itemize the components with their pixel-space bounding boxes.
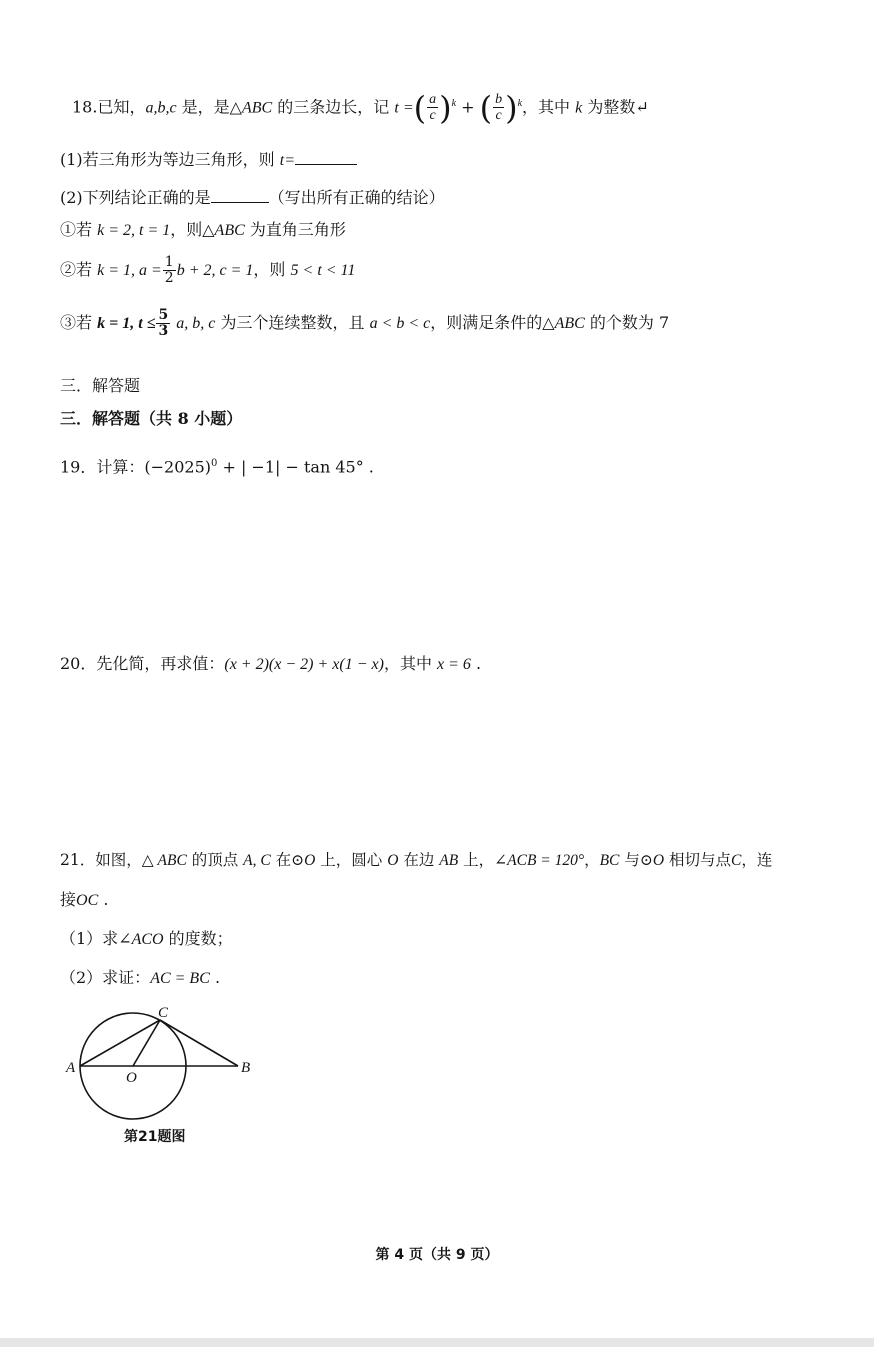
answer-blank-2 [211,188,269,203]
section-heading-bold: 三．解答题（共 8 小题） [60,409,243,428]
figure-caption: 第21题图 [124,1129,186,1145]
segment-ac [80,1020,160,1066]
q18-option3: ③若 k = 1, t ≤ $\frac{5}{3}$ a, b, c 为三个连续整数，且 a < b < c，则满足条件的△ABC 的个数为 7 [60,307,670,339]
q21-line2: 接OC . [60,890,109,909]
answer-blank-1 [295,150,357,165]
section-heading: 三．解答题 [60,376,141,395]
q18-option2: ②若 k = 1, a = $\frac{1}{2}$ b + 2, c = 1，则 5 < t < 11 [60,254,356,286]
segment-cb [160,1020,238,1066]
page-footer: 第 4 页（共 9 页） [375,1247,499,1263]
q18-stem: 18.已知，a,b,c 是，是△ABC 的三条边长，记 t =( $\frac{a}{c}$ )$^k$ + ( $\frac{b}{c}$ )$^k$，其中 k 为整数↵ [72,88,649,127]
q19: 19．计算：$(-2025)^0$ + | −1| − tan 45° . [60,457,374,477]
q18-part2: (2)下列结论正确的是 （写出所有正确的结论） [60,188,445,207]
a-over-c: $\frac{a}{c}$ [429,92,437,124]
q21-part1: （1）求∠ACO 的度数； [60,929,233,948]
point-label-b: B [241,1060,251,1076]
one-half: $\frac{1}{2}$ [164,254,174,286]
q20: 20．先化简，再求值：(x + 2)(x − 2) + x(1 − x)，其中 x = 6 . [60,654,482,673]
page-bottom-edge [0,1338,874,1347]
q18-part1: (1)若三角形为等边三角形，则 t= [60,150,357,171]
geometry-figure [60,1000,260,1125]
point-label-c: C [158,1005,169,1021]
b-over-c: $\frac{b}{c}$ [495,92,503,124]
point-label-o: O [126,1070,137,1086]
q21-part2: （2）求证：AC = BC . [60,968,221,987]
q18-option1: ①若 k = 2, t = 1，则△ABC 为直角三角形 [60,220,346,239]
point-label-a: A [66,1060,76,1076]
five-thirds: $\frac{5}{3}$ [158,307,169,339]
q21-line1: 21．如图，△ ABC 的顶点 A, C 在⊙O 上，圆心 O 在边 AB 上，∠ACB = 120°，BC 与⊙O 相切与点C，连 [60,851,773,869]
